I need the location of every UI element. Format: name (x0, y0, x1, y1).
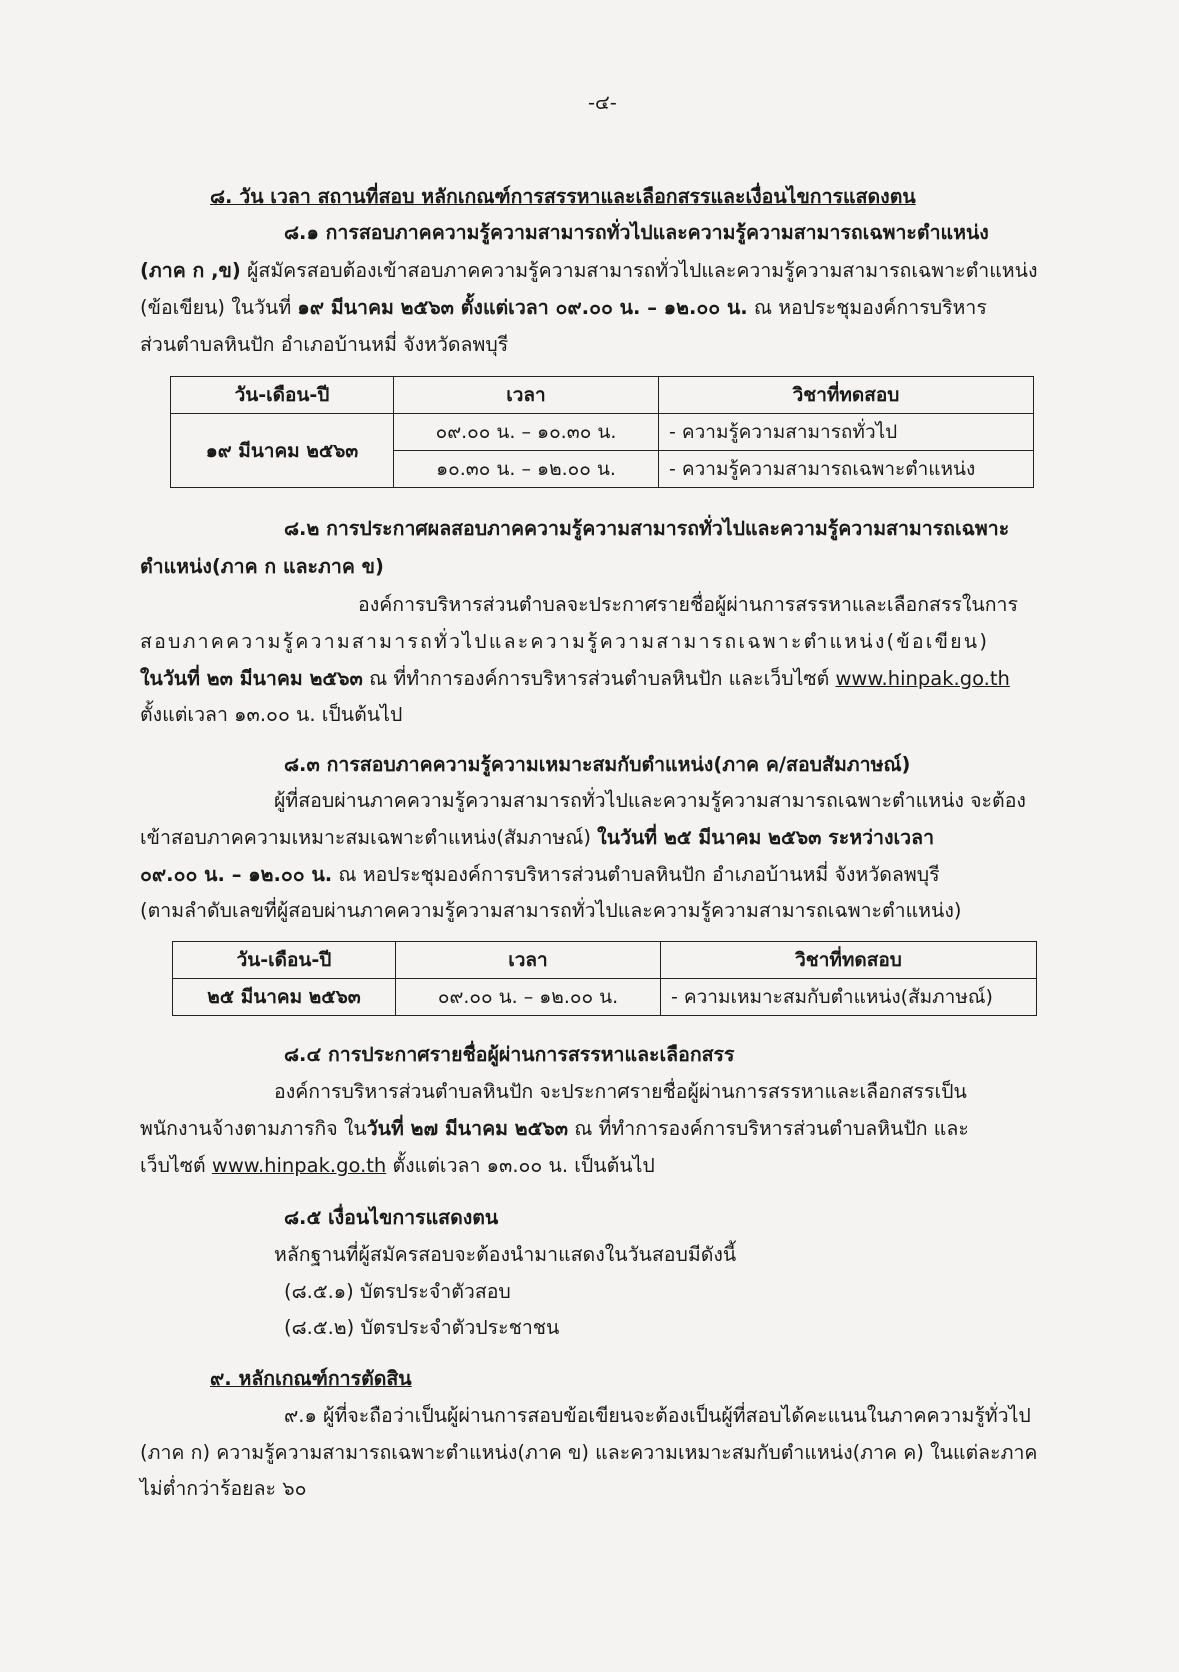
s83-line2 (140, 823, 934, 853)
s84-line3 (140, 1151, 655, 1181)
s83-line3-rest: ณ หอประชุมองค์การบริหารส่วนตำบลหินปัก อำเภอบ้านหมี่ จังหวัดลพบุรี (332, 863, 940, 886)
header-subject: วิชาที่ทดสอบ (659, 377, 1034, 414)
s83-line1: ผู้ที่สอบผ่านภาคความรู้ความสามารถทั่วไปและความรู้ความสามารถเฉพาะตำแหน่ง จะต้อง (274, 789, 1026, 812)
s82-line1: องค์การบริหารส่วนตำบลจะประกาศรายชื่อผู้ผ่านการสรรหาและเลือกสรรในการ (358, 593, 1018, 616)
s81-line2-a: (ข้อเขียน) ในวันที่ (140, 296, 298, 319)
s84-line1: องค์การบริหารส่วนตำบลหินปัก จะประกาศรายชื่อผู้ผ่านการสรรหาและเลือกสรรเป็น (274, 1080, 967, 1103)
table-cell-time: ๐๙.๐๐ น. – ๑๐.๓๐ น. (394, 414, 659, 451)
s85-item1: (๘.๕.๑) บัตรประจำตัวสอบ (284, 1280, 511, 1303)
page-number: -๔- (588, 91, 617, 114)
table-cell-time: ๑๐.๓๐ น. – ๑๒.๐๐ น. (394, 451, 659, 488)
s84-line2 (140, 1114, 969, 1144)
table-cell-subject: - ความรู้ความสามารถทั่วไป (659, 414, 1034, 451)
s83-heading: ๘.๓ การสอบภาคความรู้ความเหมาะสมกับตำแหน่ง(ภาค ค/สอบสัมภาษณ์) (284, 753, 911, 776)
header-time: เวลา (396, 942, 661, 979)
s83-line2-bold: ในวันที่ ๒๕ มีนาคม ๒๕๖๓ ระหว่างเวลา (597, 826, 935, 849)
s81-line2-bold: ๑๙ มีนาคม ๒๕๖๓ ตั้งแต่เวลา ๐๙.๐๐ น. – ๑๒.๐๐ น. (297, 296, 748, 319)
table-cell-subject: - ความเหมาะสมกับตำแหน่ง(สัมภาษณ์) (661, 979, 1037, 1016)
s81-schedule-table (170, 376, 1034, 488)
s81-line3: ส่วนตำบลหินปัก อำเภอบ้านหมี่ จังหวัดลพบุรี (140, 333, 509, 356)
section8-heading: ๘. วัน เวลา สถานที่สอบ หลักเกณฑ์การสรรหาและเลือกสรรและเงื่อนไขการแสดงตน (210, 185, 916, 208)
s81-line1-rest: ผู้สมัครสอบต้องเข้าสอบภาคความรู้ความสามารถทั่วไปและความรู้ความสามารถเฉพาะตำแหน่ง (240, 259, 1038, 282)
s82-line3-rest: ณ ที่ทำการองค์การบริหารส่วนตำบลหินปัก และเว็บไซต์ (362, 667, 836, 690)
s83-line2-a: เข้าสอบภาคความเหมาะสมเฉพาะตำแหน่ง(สัมภาษณ์) (140, 826, 598, 849)
s82-line3 (140, 664, 1010, 694)
s81-line1-bold: (ภาค ก ,ข) (140, 259, 241, 282)
s81-line2 (140, 293, 987, 323)
header-time: เวลา (394, 377, 659, 414)
table-cell-time: ๐๙.๐๐ น. – ๑๒.๐๐ น. (396, 979, 661, 1016)
s84-line2-a: พนักงานจ้างตามภารกิจ ใน (140, 1117, 367, 1140)
hinpak-website-link[interactable]: www.hinpak.go.th (835, 667, 1010, 690)
s81-heading: ๘.๑ การสอบภาคความรู้ความสามารถทั่วไปและความรู้ความสามารถเฉพาะตำแหน่ง (284, 221, 989, 244)
s91-line1: ๙.๑ ผู้ที่จะถือว่าเป็นผู้ผ่านการสอบข้อเขียนจะต้องเป็นผู้ที่สอบได้คะแนนในภาคความรู้ทั่วไป (284, 1404, 1031, 1427)
header-date: วัน-เดือน-ปี (171, 377, 394, 414)
table-row (173, 979, 1037, 1016)
s91-line2: (ภาค ก) ความรู้ความสามารถเฉพาะตำแหน่ง(ภาค ข) และความเหมาะสมกับตำแหน่ง(ภาค ค) ในแต่ละภาค (140, 1441, 1038, 1464)
s83-line3 (140, 860, 940, 890)
hinpak-website-link[interactable]: www.hinpak.go.th (211, 1154, 387, 1177)
table-cell-date: ๑๙ มีนาคม ๒๕๖๓ (171, 414, 394, 488)
s84-line2-bold: วันที่ ๒๗ มีนาคม ๒๕๖๓ (366, 1117, 569, 1140)
s84-line2-c: ณ ที่ทำการองค์การบริหารส่วนตำบลหินปัก และ (568, 1117, 969, 1140)
table-row (171, 414, 1034, 451)
table-cell-subject: - ความรู้ความสามารถเฉพาะตำแหน่ง (659, 451, 1034, 488)
s85-item2: (๘.๕.๒) บัตรประจำตัวประชาชน (284, 1316, 560, 1339)
section9-heading: ๙. หลักเกณฑ์การตัดสิน (210, 1367, 412, 1390)
header-date: วัน-เดือน-ปี (173, 942, 396, 979)
s84-line3-a: เว็บไซต์ (140, 1154, 212, 1177)
s82-heading2: ตำแหน่ง(ภาค ก และภาค ข) (140, 555, 384, 578)
s82-line2: สอบภาคความรู้ความสามารถทั่วไปและความรู้ความสามารถเฉพาะตำแหน่ง(ข้อเขียน) (140, 630, 990, 653)
s84-line3-c: ตั้งแต่เวลา ๑๓.๐๐ น. เป็นต้นไป (386, 1154, 655, 1177)
s84-heading: ๘.๔ การประกาศรายชื่อผู้ผ่านการสรรหาและเลือกสรร (284, 1043, 735, 1066)
s85-line1: หลักฐานที่ผู้สมัครสอบจะต้องนำมาแสดงในวันสอบมีดังนี้ (274, 1243, 737, 1266)
s82-line3-bold: ในวันที่ ๒๓ มีนาคม ๒๕๖๓ (140, 667, 363, 690)
s81-line2-c: ณ หอประชุมองค์การบริหาร (747, 296, 987, 319)
table-header-row (171, 377, 1034, 414)
header-subject: วิชาที่ทดสอบ (661, 942, 1037, 979)
s81-line1 (140, 256, 1037, 286)
table-header-row (173, 942, 1037, 979)
s91-line3: ไม่ต่ำกว่าร้อยละ ๖๐ (140, 1477, 307, 1500)
s82-heading: ๘.๒ การประกาศผลสอบภาคความรู้ความสามารถทั่วไปและความรู้ความสามารถเฉพาะ (284, 517, 1010, 540)
s83-line4: (ตามลำดับเลขที่ผู้สอบผ่านภาคความรู้ความสามารถทั่วไปและความรู้ความสามารถเฉพาะตำแหน่ง) (140, 899, 962, 922)
s83-line3-bold: ๐๙.๐๐ น. – ๑๒.๐๐ น. (140, 863, 333, 886)
s83-schedule-table (172, 941, 1037, 1016)
s85-heading: ๘.๕ เงื่อนไขการแสดงตน (284, 1206, 499, 1229)
s82-line4: ตั้งแต่เวลา ๑๓.๐๐ น. เป็นต้นไป (140, 703, 403, 726)
table-cell-date: ๒๕ มีนาคม ๒๕๖๓ (173, 979, 396, 1016)
